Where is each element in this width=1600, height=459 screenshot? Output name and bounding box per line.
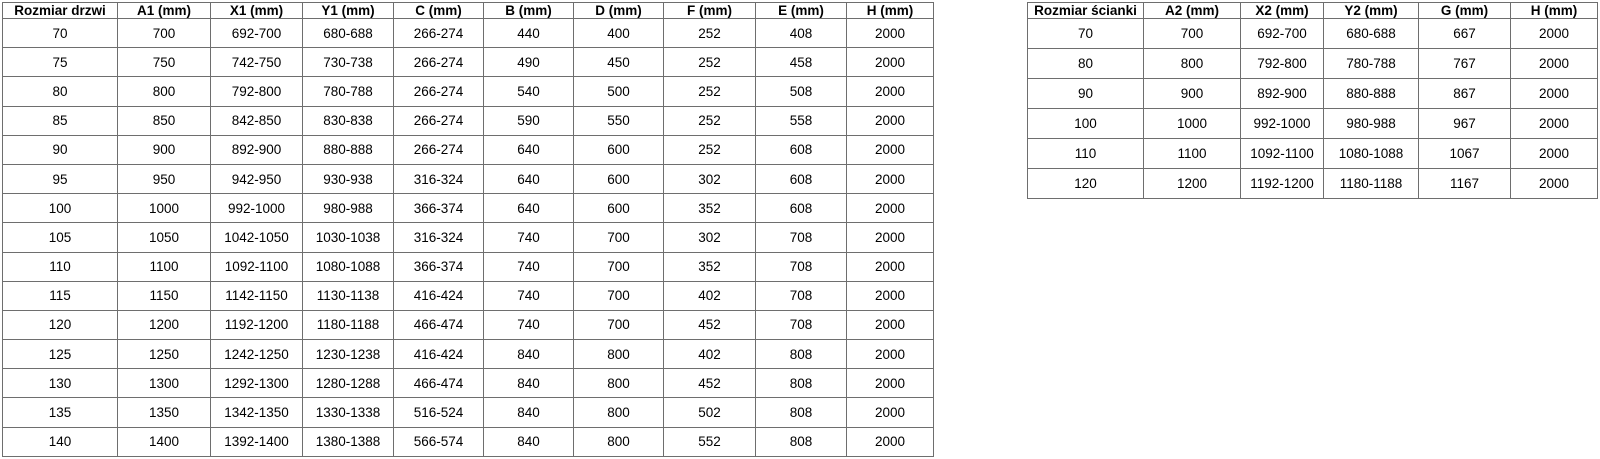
table-cell: 316-324 bbox=[394, 164, 484, 193]
table-cell: 1230-1238 bbox=[303, 340, 394, 369]
table-cell: 700 bbox=[118, 19, 211, 48]
table-cell: 608 bbox=[756, 135, 847, 164]
table-cell: 2000 bbox=[847, 310, 934, 339]
table-cell: 1080-1088 bbox=[303, 252, 394, 281]
table-cell: 125 bbox=[3, 340, 118, 369]
table-cell: 115 bbox=[3, 281, 118, 310]
table-cell: 780-788 bbox=[303, 77, 394, 106]
table-cell: 1180-1188 bbox=[303, 310, 394, 339]
column-header: B (mm) bbox=[484, 3, 574, 19]
table-row bbox=[3, 223, 934, 252]
table-cell: 2000 bbox=[847, 164, 934, 193]
table-cell: 2000 bbox=[847, 19, 934, 48]
table-row bbox=[3, 398, 934, 427]
table-cell: 640 bbox=[484, 164, 574, 193]
table-cell: 1130-1138 bbox=[303, 281, 394, 310]
table-cell: 840 bbox=[484, 427, 574, 456]
table-cell: 1200 bbox=[1144, 169, 1241, 199]
table-cell: 1350 bbox=[118, 398, 211, 427]
table-cell: 880-888 bbox=[1324, 79, 1419, 109]
table-cell: 252 bbox=[664, 135, 756, 164]
table-cell: 80 bbox=[1028, 49, 1144, 79]
table-cell: 800 bbox=[1144, 49, 1241, 79]
table-cell: 440 bbox=[484, 19, 574, 48]
table-cell: 830-838 bbox=[303, 106, 394, 135]
table-cell: 1300 bbox=[118, 369, 211, 398]
table-cell: 316-324 bbox=[394, 223, 484, 252]
table-cell: 135 bbox=[3, 398, 118, 427]
table-cell: 1342-1350 bbox=[211, 398, 303, 427]
table-cell: 600 bbox=[574, 135, 664, 164]
column-header: Rozmiar drzwi bbox=[3, 3, 118, 19]
table-cell: 1000 bbox=[1144, 109, 1241, 139]
table-cell: 516-524 bbox=[394, 398, 484, 427]
table-cell: 2000 bbox=[847, 369, 934, 398]
table-cell: 90 bbox=[3, 135, 118, 164]
header-row bbox=[1028, 3, 1598, 19]
table-cell: 1100 bbox=[1144, 139, 1241, 169]
table-cell: 967 bbox=[1419, 109, 1511, 139]
table-cell: 100 bbox=[1028, 109, 1144, 139]
table-row bbox=[1028, 109, 1598, 139]
table-cell: 366-374 bbox=[394, 252, 484, 281]
table-cell: 252 bbox=[664, 19, 756, 48]
table-cell: 792-800 bbox=[1241, 49, 1324, 79]
table-row bbox=[3, 427, 934, 456]
table-cell: 558 bbox=[756, 106, 847, 135]
table-cell: 850 bbox=[118, 106, 211, 135]
column-header: Y1 (mm) bbox=[303, 3, 394, 19]
table-cell: 708 bbox=[756, 310, 847, 339]
table-cell: 500 bbox=[574, 77, 664, 106]
table-cell: 700 bbox=[1144, 19, 1241, 49]
column-header: H (mm) bbox=[847, 3, 934, 19]
table-cell: 1292-1300 bbox=[211, 369, 303, 398]
table-row bbox=[3, 164, 934, 193]
table-cell: 1380-1388 bbox=[303, 427, 394, 456]
wall-sizes-table bbox=[1027, 2, 1598, 199]
table-cell: 2000 bbox=[847, 135, 934, 164]
table-cell: 808 bbox=[756, 340, 847, 369]
table-cell: 950 bbox=[118, 164, 211, 193]
column-header: A1 (mm) bbox=[118, 3, 211, 19]
table-cell: 800 bbox=[574, 340, 664, 369]
table-cell: 1242-1250 bbox=[211, 340, 303, 369]
table-cell: 95 bbox=[3, 164, 118, 193]
table-cell: 767 bbox=[1419, 49, 1511, 79]
table-cell: 466-474 bbox=[394, 369, 484, 398]
table-cell: 352 bbox=[664, 252, 756, 281]
table-cell: 600 bbox=[574, 164, 664, 193]
table-cell: 402 bbox=[664, 281, 756, 310]
table-cell: 692-700 bbox=[211, 19, 303, 48]
table-cell: 1092-1100 bbox=[211, 252, 303, 281]
table-cell: 402 bbox=[664, 340, 756, 369]
table-cell: 540 bbox=[484, 77, 574, 106]
table-row bbox=[1028, 19, 1598, 49]
table-cell: 1330-1338 bbox=[303, 398, 394, 427]
table-cell: 680-688 bbox=[303, 19, 394, 48]
table-cell: 1192-1200 bbox=[1241, 169, 1324, 199]
table-cell: 302 bbox=[664, 223, 756, 252]
table-cell: 750 bbox=[118, 48, 211, 77]
table-cell: 252 bbox=[664, 77, 756, 106]
table-cell: 700 bbox=[574, 223, 664, 252]
table-cell: 2000 bbox=[847, 281, 934, 310]
table-cell: 942-950 bbox=[211, 164, 303, 193]
table-cell: 992-1000 bbox=[211, 194, 303, 223]
table-cell: 808 bbox=[756, 398, 847, 427]
table-cell: 700 bbox=[574, 281, 664, 310]
table-cell: 2000 bbox=[847, 77, 934, 106]
table-cell: 840 bbox=[484, 369, 574, 398]
column-header: Y2 (mm) bbox=[1324, 3, 1419, 19]
table-cell: 266-274 bbox=[394, 77, 484, 106]
table-cell: 105 bbox=[3, 223, 118, 252]
table-cell: 252 bbox=[664, 48, 756, 77]
column-header: C (mm) bbox=[394, 3, 484, 19]
table-cell: 120 bbox=[3, 310, 118, 339]
table-cell: 120 bbox=[1028, 169, 1144, 199]
table-cell: 2000 bbox=[1511, 49, 1598, 79]
table-cell: 2000 bbox=[1511, 109, 1598, 139]
column-header: Rozmiar ścianki bbox=[1028, 3, 1144, 19]
table-cell: 2000 bbox=[847, 223, 934, 252]
table-cell: 266-274 bbox=[394, 135, 484, 164]
table-cell: 416-424 bbox=[394, 340, 484, 369]
table-cell: 980-988 bbox=[1324, 109, 1419, 139]
table-cell: 266-274 bbox=[394, 19, 484, 48]
table-cell: 842-850 bbox=[211, 106, 303, 135]
table-cell: 1280-1288 bbox=[303, 369, 394, 398]
table-cell: 608 bbox=[756, 164, 847, 193]
column-header: X1 (mm) bbox=[211, 3, 303, 19]
table-row bbox=[3, 106, 934, 135]
table-cell: 1142-1150 bbox=[211, 281, 303, 310]
table-row bbox=[3, 281, 934, 310]
table-cell: 466-474 bbox=[394, 310, 484, 339]
table-cell: 1167 bbox=[1419, 169, 1511, 199]
table-cell: 2000 bbox=[847, 106, 934, 135]
table-cell: 508 bbox=[756, 77, 847, 106]
table-cell: 2000 bbox=[847, 398, 934, 427]
table-cell: 2000 bbox=[1511, 139, 1598, 169]
table-cell: 808 bbox=[756, 427, 847, 456]
column-header: X2 (mm) bbox=[1241, 3, 1324, 19]
table-cell: 70 bbox=[1028, 19, 1144, 49]
table-cell: 780-788 bbox=[1324, 49, 1419, 79]
table-cell: 1400 bbox=[118, 427, 211, 456]
table-cell: 408 bbox=[756, 19, 847, 48]
column-header: D (mm) bbox=[574, 3, 664, 19]
table-cell: 416-424 bbox=[394, 281, 484, 310]
table-row bbox=[3, 77, 934, 106]
column-header: A2 (mm) bbox=[1144, 3, 1241, 19]
table-cell: 502 bbox=[664, 398, 756, 427]
table-cell: 140 bbox=[3, 427, 118, 456]
table-row bbox=[1028, 49, 1598, 79]
table-cell: 130 bbox=[3, 369, 118, 398]
table-cell: 302 bbox=[664, 164, 756, 193]
table-cell: 1180-1188 bbox=[1324, 169, 1419, 199]
table-cell: 840 bbox=[484, 340, 574, 369]
table-cell: 808 bbox=[756, 369, 847, 398]
column-header: E (mm) bbox=[756, 3, 847, 19]
table-cell: 800 bbox=[574, 369, 664, 398]
table-cell: 708 bbox=[756, 281, 847, 310]
table-cell: 867 bbox=[1419, 79, 1511, 109]
column-header: G (mm) bbox=[1419, 3, 1511, 19]
table-cell: 90 bbox=[1028, 79, 1144, 109]
table-cell: 75 bbox=[3, 48, 118, 77]
table-cell: 692-700 bbox=[1241, 19, 1324, 49]
table-cell: 2000 bbox=[847, 340, 934, 369]
table-row bbox=[3, 310, 934, 339]
table-cell: 640 bbox=[484, 135, 574, 164]
table-cell: 1200 bbox=[118, 310, 211, 339]
table-cell: 1030-1038 bbox=[303, 223, 394, 252]
table-cell: 2000 bbox=[847, 427, 934, 456]
table-cell: 1000 bbox=[118, 194, 211, 223]
table-cell: 80 bbox=[3, 77, 118, 106]
table-cell: 1067 bbox=[1419, 139, 1511, 169]
table-row bbox=[3, 369, 934, 398]
table-cell: 740 bbox=[484, 281, 574, 310]
table-cell: 900 bbox=[118, 135, 211, 164]
header-row bbox=[3, 3, 934, 19]
table-cell: 2000 bbox=[1511, 79, 1598, 109]
door-sizes-table bbox=[2, 2, 934, 457]
table-cell: 640 bbox=[484, 194, 574, 223]
table-cell: 1192-1200 bbox=[211, 310, 303, 339]
table-row bbox=[3, 48, 934, 77]
table-cell: 608 bbox=[756, 194, 847, 223]
table-cell: 980-988 bbox=[303, 194, 394, 223]
table-cell: 252 bbox=[664, 106, 756, 135]
table-cell: 930-938 bbox=[303, 164, 394, 193]
table-cell: 552 bbox=[664, 427, 756, 456]
table-cell: 352 bbox=[664, 194, 756, 223]
table-cell: 1392-1400 bbox=[211, 427, 303, 456]
table-cell: 800 bbox=[118, 77, 211, 106]
table-cell: 2000 bbox=[847, 252, 934, 281]
table-cell: 452 bbox=[664, 369, 756, 398]
table-cell: 992-1000 bbox=[1241, 109, 1324, 139]
table-cell: 1150 bbox=[118, 281, 211, 310]
table-cell: 2000 bbox=[1511, 19, 1598, 49]
table-cell: 366-374 bbox=[394, 194, 484, 223]
table-cell: 452 bbox=[664, 310, 756, 339]
table-cell: 400 bbox=[574, 19, 664, 48]
table-row bbox=[1028, 139, 1598, 169]
table-cell: 1250 bbox=[118, 340, 211, 369]
table-cell: 266-274 bbox=[394, 106, 484, 135]
table-cell: 892-900 bbox=[211, 135, 303, 164]
table-cell: 700 bbox=[574, 252, 664, 281]
table-cell: 2000 bbox=[847, 194, 934, 223]
table-cell: 680-688 bbox=[1324, 19, 1419, 49]
table-cell: 742-750 bbox=[211, 48, 303, 77]
table-cell: 667 bbox=[1419, 19, 1511, 49]
table-cell: 800 bbox=[574, 398, 664, 427]
table-cell: 1080-1088 bbox=[1324, 139, 1419, 169]
table-cell: 900 bbox=[1144, 79, 1241, 109]
table-cell: 730-738 bbox=[303, 48, 394, 77]
table-cell: 792-800 bbox=[211, 77, 303, 106]
table-row bbox=[3, 340, 934, 369]
table-cell: 550 bbox=[574, 106, 664, 135]
table-cell: 800 bbox=[574, 427, 664, 456]
table-row bbox=[3, 19, 934, 48]
table-cell: 740 bbox=[484, 223, 574, 252]
table-cell: 2000 bbox=[1511, 169, 1598, 199]
table-cell: 266-274 bbox=[394, 48, 484, 77]
table-cell: 2000 bbox=[847, 48, 934, 77]
table-row bbox=[3, 135, 934, 164]
table-row bbox=[1028, 79, 1598, 109]
table-cell: 880-888 bbox=[303, 135, 394, 164]
table-cell: 1042-1050 bbox=[211, 223, 303, 252]
table-cell: 700 bbox=[574, 310, 664, 339]
table-cell: 600 bbox=[574, 194, 664, 223]
table-cell: 490 bbox=[484, 48, 574, 77]
table-row bbox=[1028, 169, 1598, 199]
table-cell: 840 bbox=[484, 398, 574, 427]
table-row bbox=[3, 252, 934, 281]
table-cell: 450 bbox=[574, 48, 664, 77]
table-cell: 892-900 bbox=[1241, 79, 1324, 109]
table-cell: 708 bbox=[756, 252, 847, 281]
table-cell: 110 bbox=[3, 252, 118, 281]
table-cell: 1100 bbox=[118, 252, 211, 281]
table-cell: 70 bbox=[3, 19, 118, 48]
table-cell: 708 bbox=[756, 223, 847, 252]
table-row bbox=[3, 194, 934, 223]
column-header: H (mm) bbox=[1511, 3, 1598, 19]
table-cell: 1092-1100 bbox=[1241, 139, 1324, 169]
table-cell: 110 bbox=[1028, 139, 1144, 169]
table-cell: 100 bbox=[3, 194, 118, 223]
column-header: F (mm) bbox=[664, 3, 756, 19]
table-cell: 740 bbox=[484, 252, 574, 281]
table-cell: 590 bbox=[484, 106, 574, 135]
table-cell: 566-574 bbox=[394, 427, 484, 456]
table-cell: 85 bbox=[3, 106, 118, 135]
table-cell: 740 bbox=[484, 310, 574, 339]
table-cell: 458 bbox=[756, 48, 847, 77]
table-cell: 1050 bbox=[118, 223, 211, 252]
